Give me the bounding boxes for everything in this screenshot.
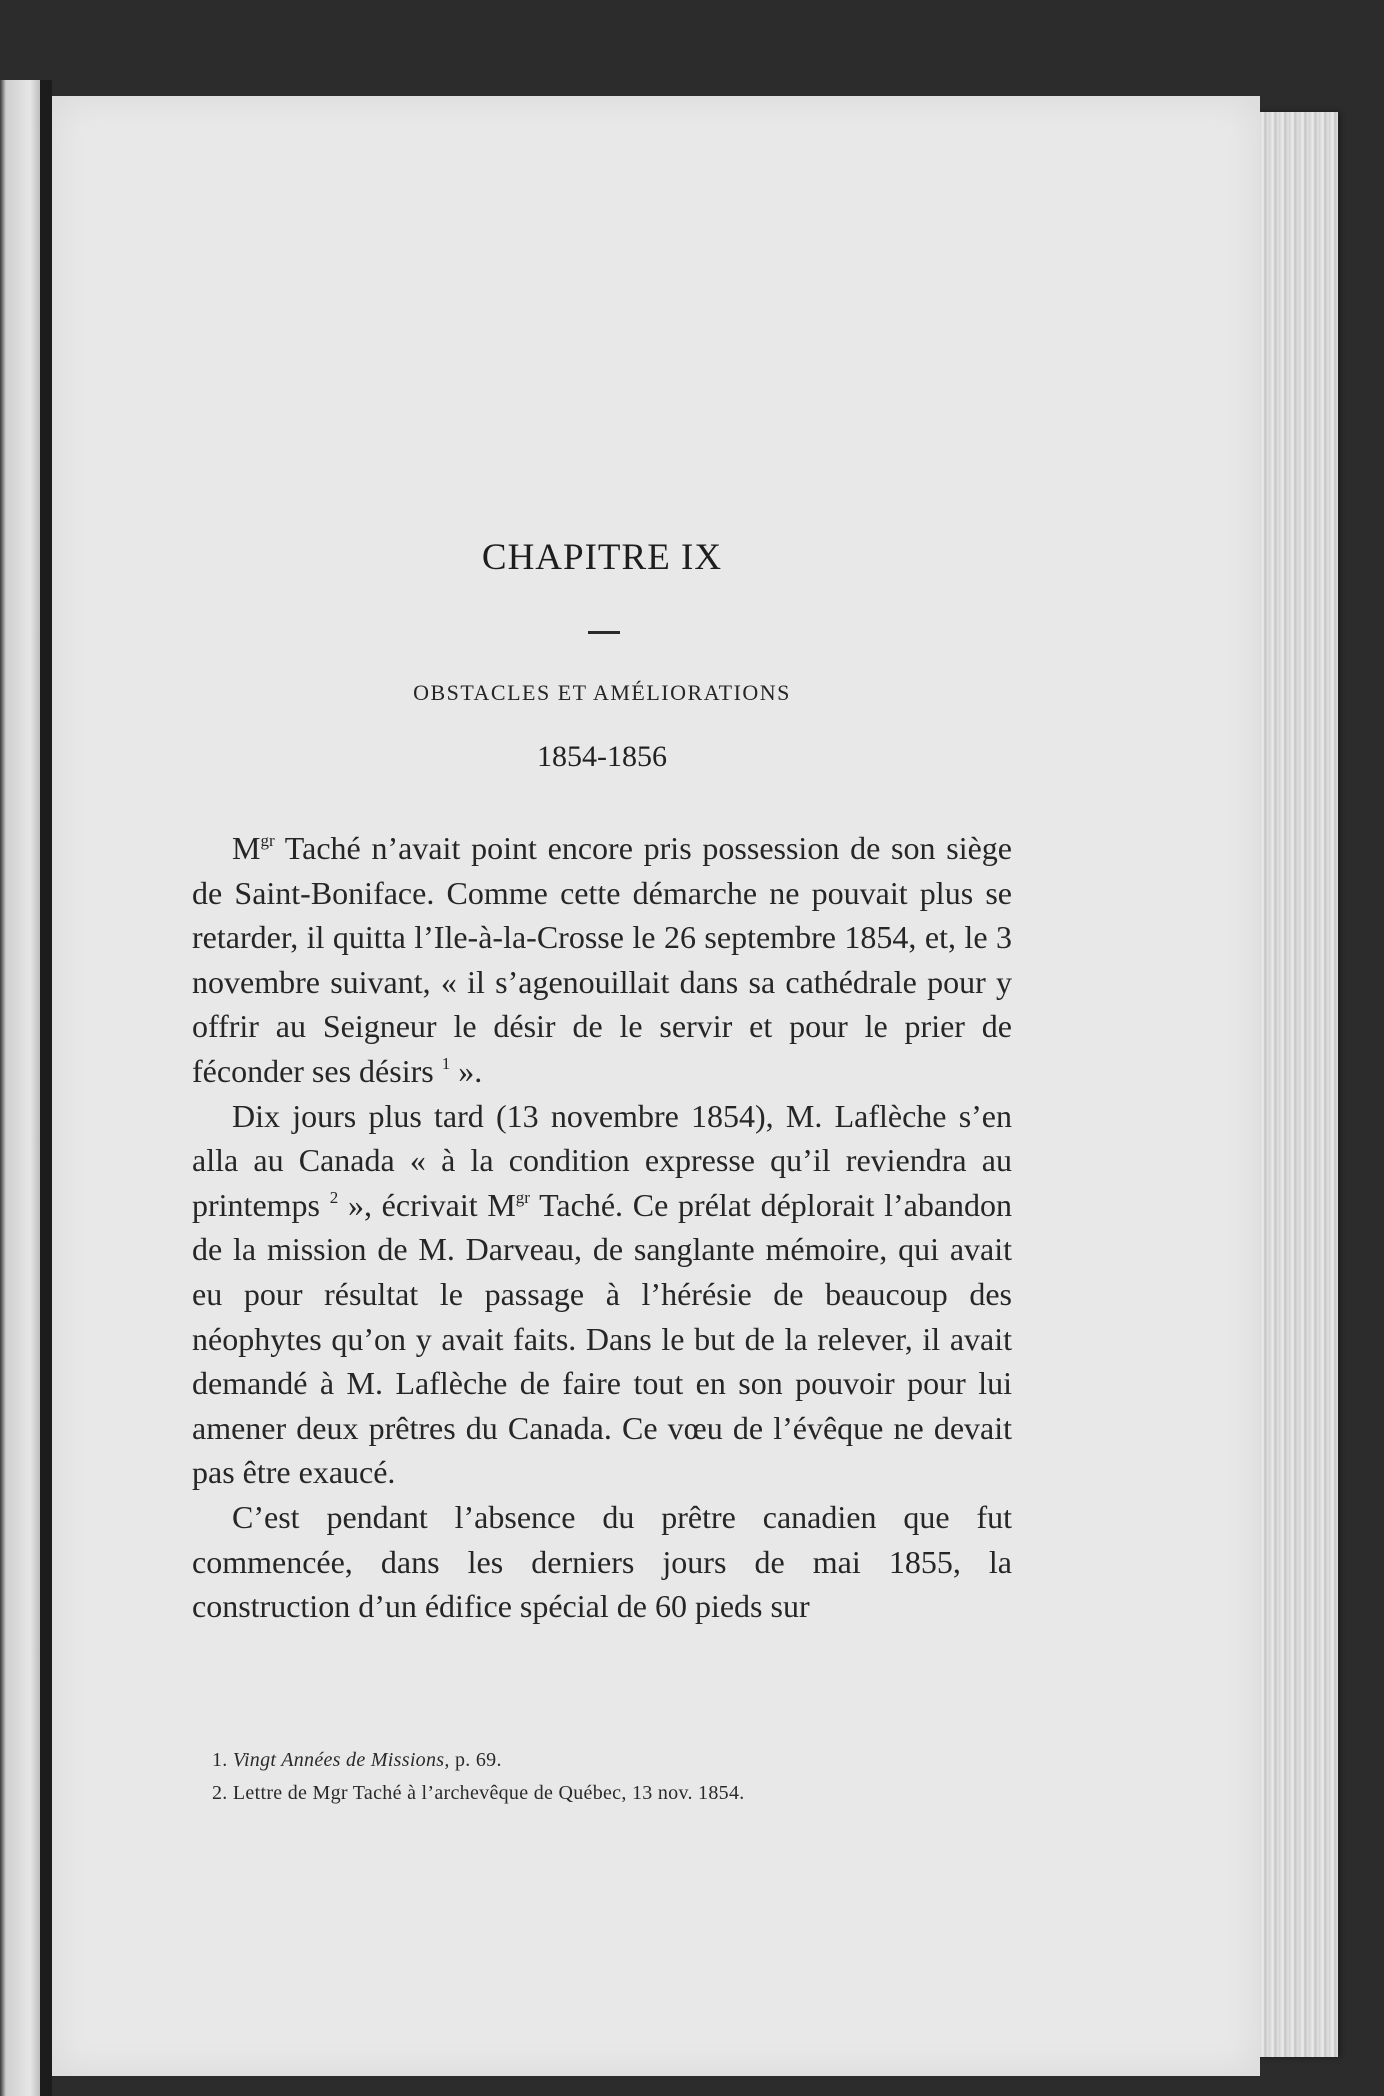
superscript-abbrev: gr: [260, 831, 275, 850]
footnote-text: p. 69.: [449, 1749, 502, 1771]
footnote-ref-2: 2: [329, 1187, 339, 1207]
footnote-number: 1.: [212, 1749, 228, 1771]
adjacent-page-edge: [0, 80, 40, 2096]
title-rule: [588, 631, 620, 634]
text-run: C’est pendant l’absence du prêtre canadien que fut commencée, dans les derniers jours de mai 1855, la construction d’un édifice spécial de 60 pieds sur: [192, 1498, 1012, 1625]
text-run: M: [232, 830, 261, 866]
text-run: Taché. Ce prélat déplorait l’abandon de la mission de M. Darveau, de sanglante mémoire, qui avait eu pour résultat le passage à l’hérésie de beaucoup des néophytes qu’on y avait faits. Dans le but de la relever, il avait demandé à M. Laflèche de faire tout en son pouvoir pour lui amener deux prêtres du Canada. Ce vœu de l’évêque ne devait pas être exaucé.: [192, 1186, 1013, 1491]
text-run: Taché n’avait point encore pris possession de son siège de Saint-Boniface. Comme cette démarche ne pouvait plus se retarder, il quitta l’Ile-à-la-Crosse le 26 septembre 1854, et, le 3 novembre suivant, « il s’agenouillait dans sa cathédrale pour y offrir au Seigneur le désir de le servir et pour le prier de féconder ses désirs: [192, 830, 1012, 1089]
chapter-title: CHAPITRE IX: [481, 537, 723, 578]
chapter-dates: 1854-1856: [537, 740, 667, 773]
footnote-1: [212, 1744, 1012, 1777]
book-gutter: [40, 80, 52, 2096]
paragraph-1: [192, 826, 1012, 1094]
footnote-title: Vingt Années de Missions,: [232, 1749, 450, 1771]
footnotes: [212, 1744, 1012, 1810]
body-text: [192, 826, 1012, 1629]
footnote-number: 2.: [212, 1782, 228, 1804]
text-run: », écrivait M: [338, 1186, 516, 1223]
footnote-ref-1: 1: [441, 1053, 451, 1073]
book-page: [52, 96, 1260, 2076]
chapter-subtitle: OBSTACLES ET AMÉLIORATIONS: [413, 680, 791, 705]
text-run: Dix jours plus tard (13 novembre 1854), M. Laflèche s’en alla au Canada « à la condition expresse qu’il reviendra au printemps: [192, 1097, 1012, 1223]
paragraph-2: [192, 1094, 1012, 1495]
text-run: ».: [450, 1052, 483, 1089]
footnote-text: Lettre de Mgr Taché à l’archevêque de Québec, 13 nov. 1854.: [227, 1782, 745, 1804]
paragraph-3: [192, 1495, 1012, 1629]
superscript-abbrev: gr: [515, 1187, 530, 1207]
footnote-2: [212, 1777, 1012, 1810]
